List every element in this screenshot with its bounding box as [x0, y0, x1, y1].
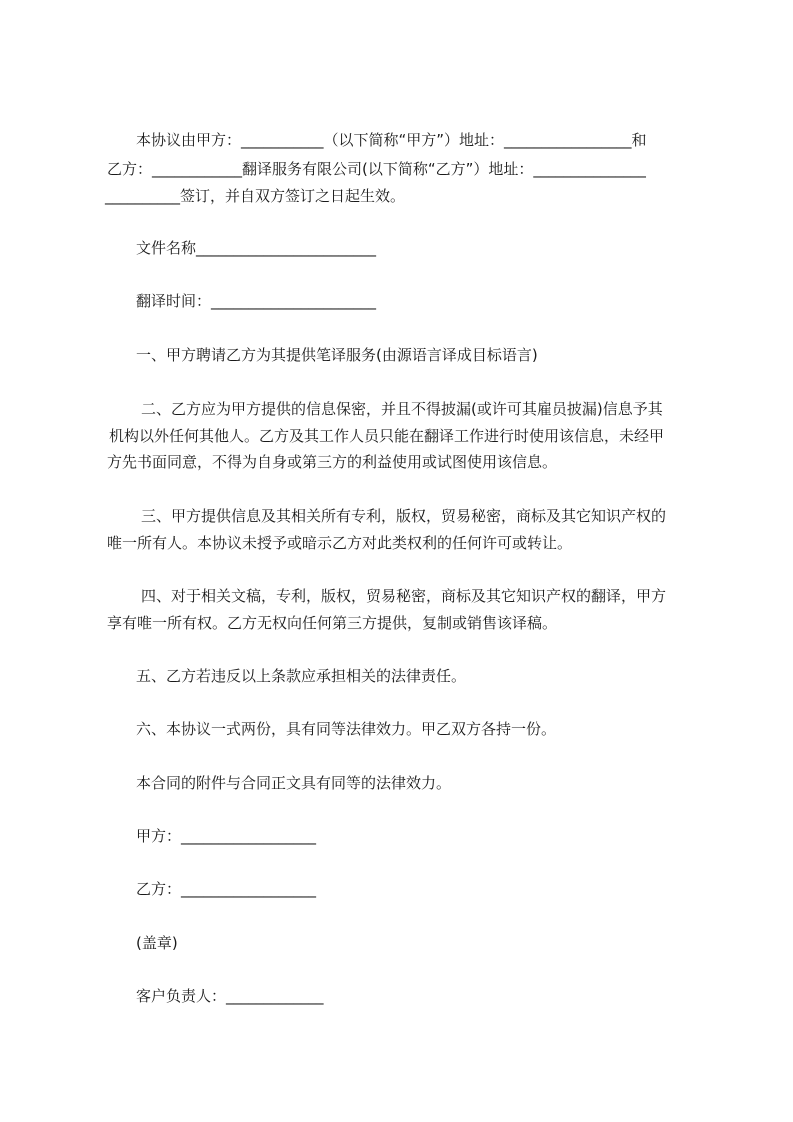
clause-4-line-2: 享有唯一所有权。乙方无权向任何第三方提供，复制或销售该译稿。: [107, 614, 558, 632]
clause-2-line-1: 二、乙方应为甲方提供的信息保密，并且不得披漏(或许可其雇员披漏)信息予其: [141, 400, 663, 418]
clause-6: 六、本协议一式两份，具有同等法律效力。甲乙双方各持一份。: [136, 720, 557, 738]
clause-2-line-3: 方先书面同意，不得为自身或第三方的利益使用或试图使用该信息。: [107, 453, 558, 471]
intro-line-2: 乙方：____________翻译服务有限公司(以下简称“乙方”）地址：_______________: [107, 160, 646, 178]
clause-2-line-2: 机构以外任何其他人。乙方及其工作人员只能在翻译工作进行时使用该信息，未经甲: [109, 427, 665, 445]
party-b-signature: 乙方：__________________: [136, 880, 317, 898]
clause-4-line-1: 四、对于相关文稿，专利，版权，贸易秘密，商标及其它知识产权的翻译，甲方: [141, 587, 667, 605]
translation-time-field: 翻译时间：______________________: [136, 292, 377, 310]
intro-line-3: __________签订，并自双方签订之日起生效。: [105, 187, 406, 205]
clause-1: 一、甲方聘请乙方为其提供笔译服务(由源语言译成目标语言): [136, 346, 538, 364]
file-name-field: 文件名称________________________: [136, 239, 377, 257]
party-a-signature: 甲方：__________________: [136, 827, 317, 845]
intro-line-1: 本协议由甲方：___________（以下简称“甲方”）地址：_________________和: [136, 131, 647, 149]
appendix-note: 本合同的附件与合同正文具有同等的法律效力。: [136, 774, 452, 792]
client-rep-signature: 客户负责人：_____________: [136, 987, 324, 1005]
clause-3-line-2: 唯一所有人。本协议未授予或暗示乙方对此类权利的任何许可或转让。: [107, 534, 573, 552]
clause-5: 五、乙方若违反以上条款应承担相关的法律责任。: [136, 667, 467, 685]
seal-label: (盖章): [136, 934, 178, 952]
clause-3-line-1: 三、甲方提供信息及其相关所有专利，版权，贸易秘密，商标及其它知识产权的: [141, 507, 667, 525]
